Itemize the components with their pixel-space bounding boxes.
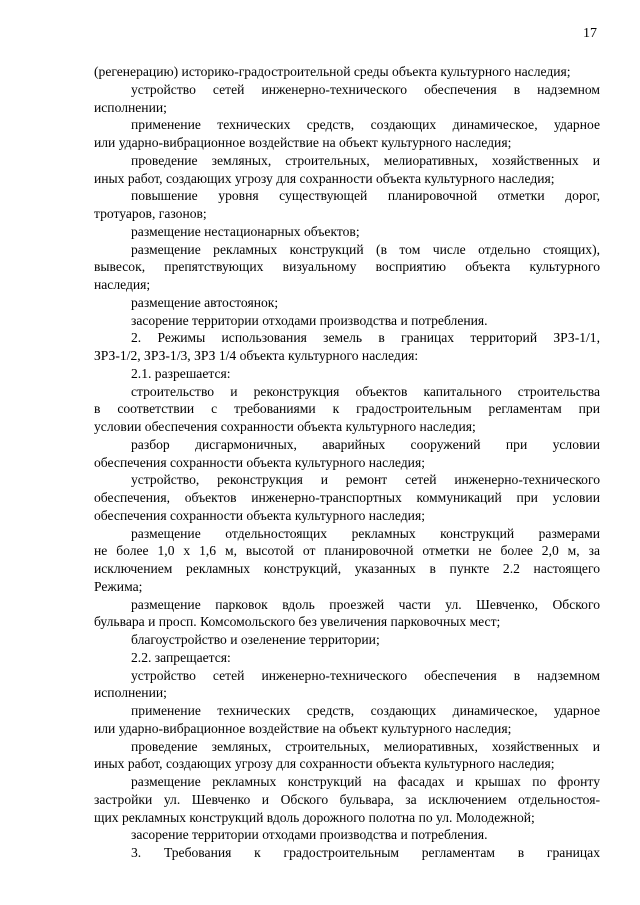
text-line: размещение рекламных конструкций (в том числе отдельно стоящих), (131, 241, 600, 257)
text-line: обеспечения сохранности объекта культурного наследия; (94, 507, 425, 523)
text-line: 3. Требования к градостроительным регламентам в границах (131, 845, 600, 860)
text-line: застройки ул. Шевченко и Обского бульвара, за исключением отдельностоя- (94, 791, 600, 807)
text-line: устройство сетей инженерно-технического обеспечения в надземном (131, 81, 600, 97)
text-line: применение технических средств, создающих динамическое, ударное (131, 117, 600, 133)
text-line: размещение отдельностоящих рекламных конструкций размерами (131, 525, 600, 541)
text-line: в соответствии с требованиями к градостроительным регламентам при (94, 401, 600, 417)
text-line: тротуаров, газонов; (94, 206, 207, 221)
text-line: строительство и реконструкция объектов капитального строительства (131, 383, 600, 399)
document-body (94, 63, 600, 862)
text-line: щих рекламных конструкций вдоль дорожного полотна по ул. Молодежной; (94, 809, 535, 825)
text-line: (регенерацию) историко-градостроительной среды объекта культурного наследия; (94, 64, 571, 79)
text-line: устройство сетей инженерно-технического обеспечения в надземном (131, 667, 600, 683)
text-line: 2. Режимы использования земель в границах территорий ЗРЗ-1/1, (131, 330, 600, 346)
text-line: наследия; (94, 277, 151, 292)
text-line: повышение уровня существующей планировочной отметки дорог, (131, 188, 600, 204)
text-line: исполнении; (94, 685, 167, 701)
text-line: условии обеспечения сохранности объекта культурного наследия; (94, 419, 476, 434)
text-line: размещение рекламных конструкций на фасадах и крышах по фронту (131, 774, 600, 789)
text-line: 2.1. разрешается: (131, 365, 231, 381)
text-line: вывесок, препятствующих визуальному восприятию объекта культурного (94, 259, 600, 275)
text-line: Режима; (94, 578, 143, 594)
text-line: засорение территории отходами производства и потребления. (131, 312, 488, 328)
text-line: обеспечения, объектов инженерно-транспортных коммуникаций при условии (94, 490, 600, 505)
text-line: размещение автостоянок; (131, 294, 279, 310)
text-line: исключением рекламных конструкций, указанных в пункте 2.2 настоящего (94, 561, 600, 576)
text-line: проведение земляных, строительных, мелиоративных, хозяйственных и (131, 152, 600, 168)
text-line: благоустройство и озеленение территории; (131, 632, 380, 647)
text-line: исполнении; (94, 99, 167, 115)
text-line: обеспечения сохранности объекта культурного наследия; (94, 454, 425, 470)
text-line: размещение нестационарных объектов; (131, 223, 360, 239)
text-line: разбор дисгармоничных, аварийных сооружений при условии (131, 436, 600, 452)
text-line: не более 1,0 х 1,6 м, высотой от планировочной отметки не более 2,0 м, за (94, 543, 600, 559)
text-line: размещение парковок вдоль проезжей части ул. Шевченко, Обского (131, 596, 600, 612)
text-line: применение технических средств, создающих динамическое, ударное (131, 703, 600, 718)
text-line: или ударно-вибрационное воздействие на объект культурного наследия; (94, 135, 512, 150)
text-line: засорение территории отходами производства и потребления. (131, 827, 488, 843)
text-line: устройство, реконструкция и ремонт сетей инженерно-технического (131, 472, 600, 488)
text-line: иных работ, создающих угрозу для сохранности объекта культурного наследия; (94, 756, 555, 772)
text-line: ЗРЗ-1/2, ЗРЗ-1/3, ЗРЗ 1/4 объекта культурного наследия: (94, 348, 419, 363)
text-line: иных работ, создающих угрозу для сохранности объекта культурного наследия; (94, 170, 555, 186)
text-line: 2.2. запрещается: (131, 649, 231, 665)
text-line: проведение земляных, строительных, мелиоративных, хозяйственных и (131, 738, 600, 754)
text-line: бульвара и просп. Комсомольского без увеличения парковочных мест; (94, 614, 501, 630)
page-number: 17 (583, 26, 597, 41)
text-line: или ударно-вибрационное воздействие на объект культурного наследия; (94, 720, 512, 736)
